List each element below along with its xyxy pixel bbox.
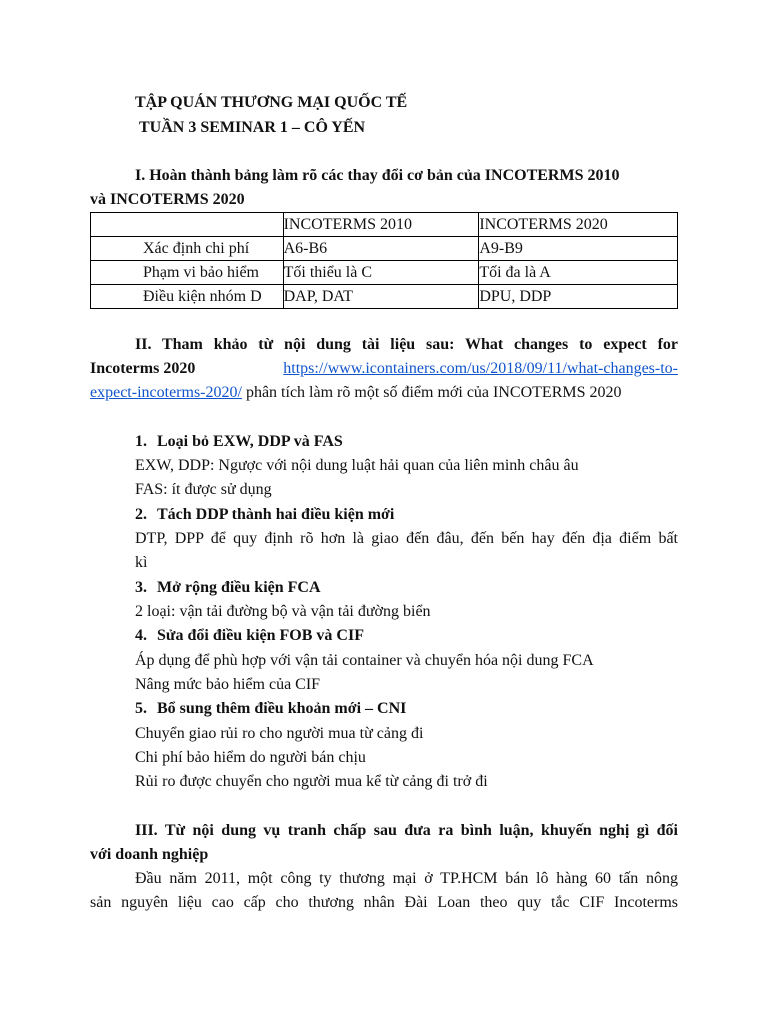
table-cell: Xác định chi phí (91, 237, 284, 261)
reference-link-continued[interactable]: expect-incoterms-2020/ (90, 384, 242, 401)
section-2-heading-line3 (90, 381, 621, 405)
table-row (91, 237, 678, 261)
table-cell: DAP, DAT (283, 285, 479, 309)
document-subtitle: TUẦN 3 SEMINAR 1 – CÔ YẾN (139, 119, 366, 136)
list-item-text: Áp dụng để phù hợp với vận tải container và chuyển hóa nội dung FCA (135, 652, 594, 669)
list-item-text: Chi phí bảo hiểm do người bán chịu (135, 749, 366, 766)
table-header-cell (91, 213, 284, 237)
table-cell: DPU, DDP (479, 285, 678, 309)
section-3-paragraph-line2: sản nguyên liệu cao cấp cho thương nhân Đài Loan theo quy tắc CIF Incoterms (90, 894, 678, 911)
document-title: TẬP QUÁN THƯƠNG MẠI QUỐC TẾ (135, 94, 408, 111)
list-item-text: DTP, DPP để quy định rõ hơn là giao đến đâu, đến bến hay đến địa điểm bất (135, 530, 678, 547)
list-item-title: 5. Bổ sung thêm điều khoản mới – CNI (135, 700, 407, 717)
table-row (91, 261, 678, 285)
table-cell: A6-B6 (283, 237, 479, 261)
list-item-text: Rủi ro được chuyển cho người mua kể từ cảng đi trở đi (135, 773, 488, 790)
list-item-text: kì (135, 554, 148, 571)
list-item-text: 2 loại: vận tải đường bộ và vận tải đường biển (135, 603, 431, 620)
section-1-heading-line2: và INCOTERMS 2020 (90, 191, 245, 208)
section-3-heading-line2: với doanh nghiệp (90, 846, 209, 863)
section-2-heading-line2 (90, 357, 678, 381)
table-header-row (91, 213, 678, 237)
table-header-cell: INCOTERMS 2020 (479, 213, 678, 237)
list-item-text: FAS: ít được sử dụng (135, 481, 272, 498)
table-row (91, 285, 678, 309)
incoterms-comparison-table (90, 212, 678, 309)
section-2-heading-bold: Incoterms 2020 (90, 360, 196, 377)
section-3-paragraph-line1: Đầu năm 2011, một công ty thương mại ở TP.HCM bán lô hàng 60 tấn nông (135, 870, 678, 887)
list-item-title: 3. Mở rộng điều kiện FCA (135, 579, 321, 596)
list-item-text: Nâng mức bảo hiểm của CIF (135, 676, 321, 693)
section-2-trailing-text: phân tích làm rõ một số điểm mới của INCOTERMS 2020 (241, 384, 622, 401)
table-cell: Điều kiện nhóm D (91, 285, 284, 309)
list-item-title: 4. Sửa đổi điều kiện FOB và CIF (135, 627, 364, 644)
list-item-text: EXW, DDP: Ngược với nội dung luật hải quan của liên minh châu âu (135, 457, 579, 474)
section-3-heading-line1: III. Từ nội dung vụ tranh chấp sau đưa ra bình luận, khuyến nghị gì đối (135, 822, 678, 839)
table-cell: Tối thiểu là C (283, 261, 479, 285)
table-cell: Tối đa là A (479, 261, 678, 285)
table-header-cell: INCOTERMS 2010 (283, 213, 479, 237)
table-cell: Phạm vi bảo hiểm (91, 261, 284, 285)
list-item-text: Chuyển giao rủi ro cho người mua từ cảng đi (135, 725, 424, 742)
section-2-heading-line1: II. Tham khảo từ nội dung tài liệu sau: What changes to expect for (135, 336, 678, 353)
reference-link[interactable]: https://www.icontainers.com/us/2018/09/11/what-changes-to- (283, 360, 678, 377)
table-cell: A9-B9 (479, 237, 678, 261)
list-item-title: 2. Tách DDP thành hai điều kiện mới (135, 506, 395, 523)
section-1-heading-line1: I. Hoàn thành bảng làm rõ các thay đổi cơ bản của INCOTERMS 2010 (135, 167, 620, 184)
list-item-title: 1. Loại bỏ EXW, DDP và FAS (135, 433, 343, 450)
